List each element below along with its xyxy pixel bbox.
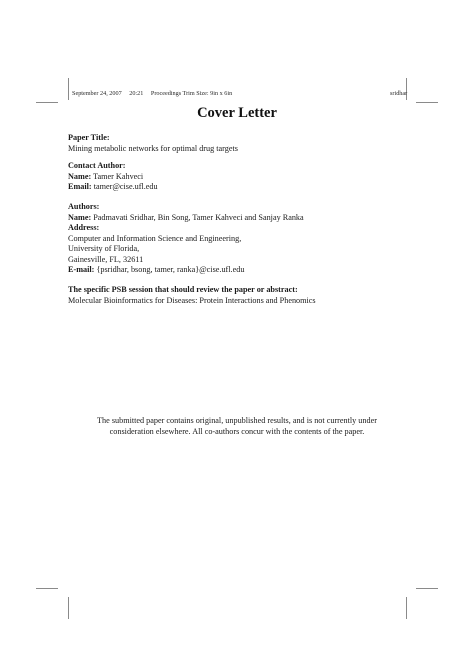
authors-address-label: Address: bbox=[68, 223, 100, 232]
header-author-tag: sridhar bbox=[390, 90, 408, 97]
crop-mark-left-bottom bbox=[36, 588, 58, 589]
session-section bbox=[68, 285, 398, 306]
crop-mark-right-bottom bbox=[416, 588, 438, 589]
contact-email-value: tamer@cise.ufl.edu bbox=[93, 182, 158, 191]
authors-section bbox=[68, 202, 398, 276]
authors-label: Authors: bbox=[68, 202, 100, 211]
address-line: University of Florida, bbox=[68, 244, 140, 253]
authors-name-label: Name: bbox=[68, 212, 92, 222]
crop-mark-bottom-left bbox=[68, 597, 69, 619]
crop-mark-top-left bbox=[68, 78, 69, 100]
header-time: 20:21 bbox=[129, 90, 144, 97]
contact-name-value: Tamer Kahveci bbox=[93, 171, 144, 181]
crop-mark-left-top bbox=[36, 102, 58, 103]
contact-email-label: Email: bbox=[68, 182, 92, 191]
authors-name-value: Padmavati Sridhar, Bin Song, Tamer Kahveci and Sanjay Ranka bbox=[93, 212, 304, 222]
session-value: Molecular Bioinformatics for Diseases: Protein Interactions and Phenomics bbox=[68, 295, 316, 305]
statement-line: The submitted paper contains original, unpublished results, and is not currently under bbox=[97, 416, 377, 425]
authors-email-label: E-mail: bbox=[68, 265, 95, 274]
running-head bbox=[72, 90, 408, 97]
session-label: The specific PSB session that should review the paper or abstract: bbox=[68, 285, 298, 294]
crop-mark-right-top bbox=[416, 102, 438, 103]
paper-title-section bbox=[68, 133, 398, 154]
paper-title-label: Paper Title: bbox=[68, 133, 110, 142]
header-date: September 24, 2007 bbox=[72, 90, 122, 97]
statement-line: consideration elsewhere. All co-authors concur with the contents of the paper. bbox=[109, 427, 365, 436]
contact-author-label: Contact Author: bbox=[68, 161, 126, 170]
contact-name-label: Name: bbox=[68, 171, 92, 181]
authors-email-value: {psridhar, bsong, tamer, ranka}@cise.ufl.edu bbox=[96, 265, 245, 274]
paper-title-value: Mining metabolic networks for optimal drug targets bbox=[68, 143, 238, 153]
page-title: Cover Letter bbox=[197, 105, 277, 121]
originality-statement bbox=[60, 415, 414, 437]
address-line: Computer and Information Science and Engineering, bbox=[68, 233, 242, 243]
crop-mark-bottom-right bbox=[406, 597, 407, 619]
contact-author-section bbox=[68, 161, 398, 193]
address-line: Gainesville, FL, 32611 bbox=[68, 254, 144, 264]
header-trim-size: Proceedings Trim Size: 9in x 6in bbox=[150, 90, 233, 97]
